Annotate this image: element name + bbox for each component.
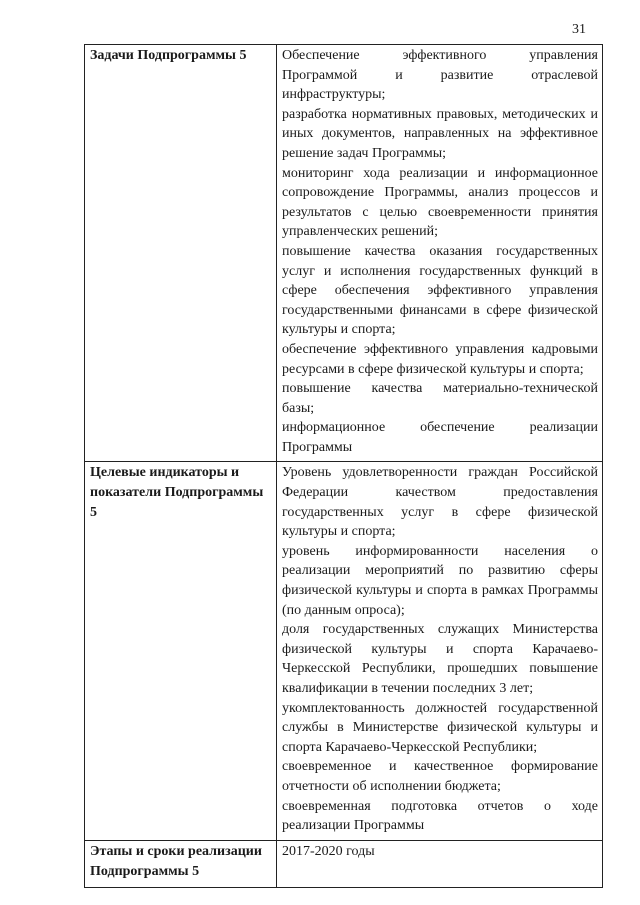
indicator-line: своевременное и качественное формирование отчетности об исполнении бюджета; [282, 759, 598, 794]
task-line: разработка нормативных правовых, методических и иных документов, направленных на эффективное решение задач Программы; [282, 106, 598, 161]
indicator-line: укомплектованность должностей государственной службы в Министерстве физической культуры и спорта Карачаево-Черкесской Республики; [282, 700, 598, 755]
indicator-line: своевременная подготовка отчетов о ходе реализации Программы [282, 798, 598, 834]
task-line: мониторинг хода реализации и информационное сопровождение Программы, анализ процессов и результатов с целью своевременности принятия управленческих решений; [282, 165, 598, 240]
row-value-indicators [277, 462, 603, 840]
task-line: повышение качества материально-технической базы; [282, 381, 598, 416]
table-row-tasks [85, 45, 603, 462]
task-line: обеспечение эффективного управления кадровыми ресурсами в сфере физической культуры и спорта; [282, 341, 598, 377]
task-line: Обеспечение эффективного управления Программой и развитие отраслевой инфраструктуры; [282, 48, 598, 103]
indicator-line: доля государственных служащих Министерства физической культуры и спорта Карачаево-Черкесской Республики, прошедших повышение квалификации в течении последних 3 лет; [282, 622, 598, 696]
row-value-stages [277, 840, 603, 887]
indicator-line: Уровень удовлетворенности граждан Российской Федерации качеством предоставления государственных услуг в сфере физической культуры и спорта; [282, 465, 598, 540]
table-row-stages [85, 840, 603, 887]
indicator-line: уровень информированности населения о реализации мероприятий по развитию сферы физической культуры и спорта в рамках Программы (по данным опроса); [282, 543, 598, 618]
row-label-indicators: Целевые индикаторы и показатели Подпрограммы 5 [85, 462, 277, 840]
task-line: повышение качества оказания государственных услуг и исполнения государственных функций в сфере обеспечения эффективного управления государственными финансами в сфере физической культуры и спорта; [282, 243, 598, 338]
task-line: информационное обеспечение реализации Программы [282, 420, 598, 455]
row-label-stages: Этапы и сроки реализации Подпрограммы 5 [85, 840, 277, 887]
row-value-tasks [277, 45, 603, 462]
page-number: 31 [572, 22, 586, 37]
stages-line: 2017-2020 годы [282, 843, 375, 859]
table-row-indicators [85, 462, 603, 840]
row-label-tasks: Задачи Подпрограммы 5 [85, 45, 277, 462]
subprogram-passport-table [84, 44, 603, 888]
